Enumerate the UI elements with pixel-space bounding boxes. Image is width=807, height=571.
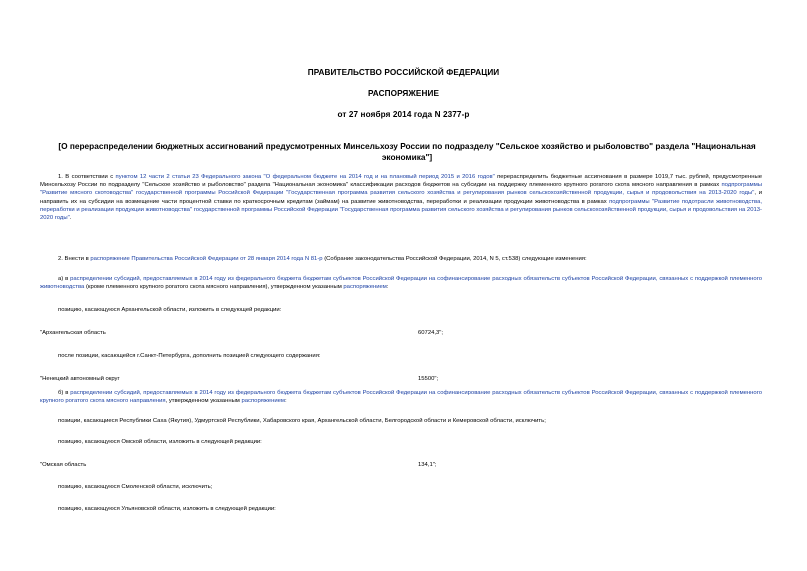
paragraph-2-text-a: 2. Внести в [58,256,91,262]
instruction-arkhangelsk: позицию, касающуюся Архангельской области, изложить в следующей редакции: [58,307,282,313]
item-a-text-a: а) в [58,276,71,282]
item-b-text-c: , утвержденном указанным [165,398,242,405]
paragraph-1-text-e: , и направить их на субсидии на возмещение части процентной ставки по краткосрочным кредитам (займам) на развитие животноводства, переработки и реализации продукции животноводства в рамках [40,190,762,205]
paragraph-1-text-c: перераспределить бюджетные ассигнования в размере 1019,7 тыс. рублей, предусмотренные Минсельхозу России по подразделу "Сельское хозяйство и рыболовство" раздела "Национальная экономика" классификации расходов бюджетов на субсидии на поддержку племенного крупного рогатого скота мясного направления в рамках [40,174,762,189]
row-nenets-value: 15500"; [418,376,439,382]
item-b [40,389,762,405]
distribution-breeding-link[interactable]: распределении субсидий, предоставляемых в 2014 году из федерального бюджета бюджетам субъектов Российской Федерации на софинансирование расходных обязательств субъектов Российской Федерации, связанных с поддержкой племенного животноводства [40,276,762,291]
row-arkhangelsk-name: "Архангельская область [40,330,106,336]
item-b-text-a: б) в [58,390,71,396]
paragraph-1-text-a: 1. В соответствии с [58,174,116,180]
law-link[interactable]: пунктом 12 части 2 статьи 23 Федерального закона "О федеральном бюджете на 2014 год и на плановый период 2015 и 2016 годов" [115,174,495,180]
subprogram-livestock-link[interactable]: подпрограммы "Развитие подотрасли животноводства, переработки и реализации продукции животноводства" государственной программы Российской Федерации "Государственная программа развития сельского хозяйства и регулирования рынков сельскохозяйственной продукции, сырья и продовольствия на 2013-2020 годы" [40,198,763,222]
order-link-b[interactable]: распоряжением [241,398,285,405]
paragraph-1-text-g: . [69,215,72,222]
order-81-link[interactable]: распоряжение Правительства Российской Федерации от 28 января 2014 года N 81-р [90,256,323,262]
instruction-add-nenets: после позиции, касающейся г.Санкт-Петербурга, дополнить позицией следующего содержания: [58,353,321,359]
row-omsk-name: "Омская область [40,462,87,468]
distribution-cattle-link[interactable]: распределении субсидий, предоставляемых в 2014 году из федерального бюджета бюджетам субъектов Российской Федерации на софинансирование расходных обязательств субъектов Российской Федерации, связанных с поддержкой племенного крупного рогатого скота мясного направления [40,390,762,405]
paragraph-1 [40,173,762,222]
item-a [40,275,762,291]
paragraph-2-text-c: (Собрание законодательства Российской Федерации, 2014, N 5, ст.538) следующие изменения: [322,256,587,262]
item-a-text-c: (кроме племенного крупного рогатого скота мясного направления), утвержденном указанным [84,284,344,291]
paragraph-2 [40,255,762,263]
instruction-omsk: позицию, касающуюся Омской области, изложить в следующей редакции: [58,439,262,445]
item-b-text-e: : [284,398,287,405]
order-link-a[interactable]: распоряжением [343,284,387,291]
government-header: ПРАВИТЕЛЬСТВО РОССИЙСКОЙ ФЕДЕРАЦИИ [307,68,500,77]
instruction-ulyanovsk: позицию, касающуюся Ульяновской области, изложить в следующей редакции: [58,506,276,512]
row-nenets-name: "Ненецкий автономный округ [40,376,120,382]
document-title: [О перераспределении бюджетных ассигнований предусмотренных Минсельхозу России по подразделу "Сельское хозяйство и рыболовство" раздела "Национальная экономика"] [58,141,756,162]
instruction-exclude-smolensk: позицию, касающуюся Смоленской области, исключить; [58,484,213,490]
document-type: РАСПОРЯЖЕНИЕ [367,89,440,98]
item-a-text-e: : [386,284,389,291]
instruction-exclude-regions: позиции, касающиеся Республики Саха (Якутия), Удмуртской Республики, Хабаровского края, Архангельской области, Белгородской области и Кемеровской области, исключить; [58,418,546,424]
document-date-number: от 27 ноября 2014 года N 2377-р [337,110,470,119]
subprogram-meat-link[interactable]: подпрограммы "Развитие мясного скотоводства" государственной программы Российской Федерации "Государственная программа развития сельского хозяйства и регулирования рынков сельскохозяйственной продукции, сырья и продовольствия на 2013-2020 годы" [40,182,762,197]
row-omsk-value: 134,1"; [418,462,437,468]
row-arkhangelsk-value: 60724,3"; [418,330,444,336]
